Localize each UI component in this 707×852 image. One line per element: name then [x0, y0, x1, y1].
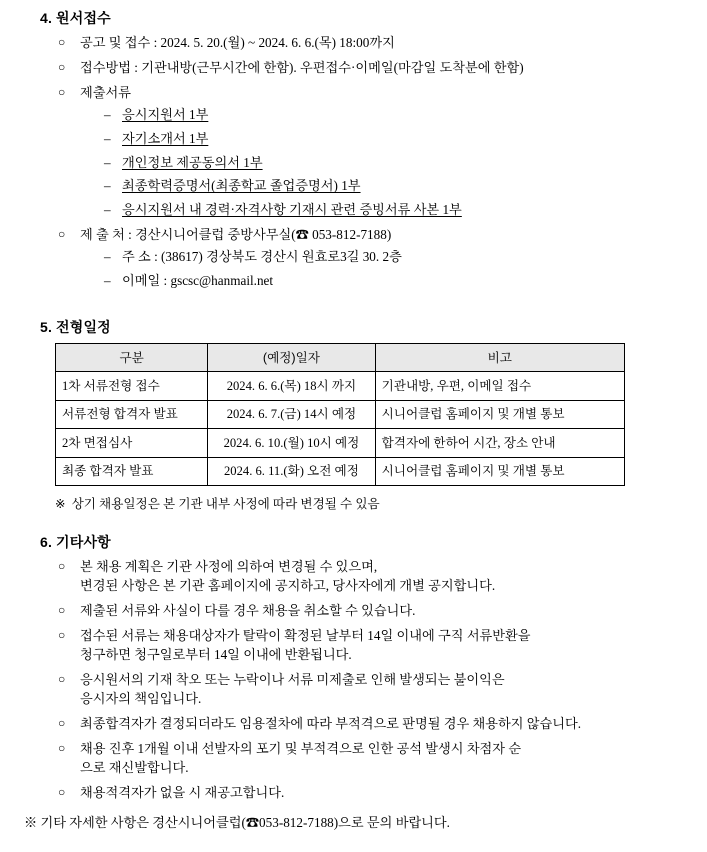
list-item — [58, 784, 707, 803]
spacer — [0, 297, 707, 317]
cell-remarks: 시니어클럽 홈페이지 및 개별 통보 — [375, 457, 624, 485]
section-6-number: 6. — [40, 533, 53, 550]
schedule-table — [55, 343, 625, 486]
section-5-number: 5. — [40, 319, 53, 336]
section-application — [0, 8, 707, 291]
list-item — [58, 34, 707, 53]
section-5-heading: 전형일정 — [56, 319, 111, 336]
section-6-heading: 기타사항 — [56, 533, 111, 550]
column-header-date: (예정)일자 — [208, 344, 375, 372]
list-item — [58, 84, 707, 219]
item-text: 자기소개서 1부 — [122, 130, 209, 146]
item-text: 접수된 서류는 채용대상자가 탈락이 확정된 날부터 14일 이내에 구직 서류반환을 — [80, 628, 531, 644]
table-row — [56, 372, 625, 400]
column-header-category: 구분 — [56, 344, 208, 372]
item-text: 최종합격자가 결정되더라도 임용절차에 따라 부적격으로 판명될 경우 채용하지 않습니다. — [80, 716, 582, 732]
list-item — [102, 272, 707, 291]
list-item — [102, 154, 707, 173]
section-schedule — [0, 317, 707, 512]
spacer — [0, 512, 707, 532]
list-item — [58, 226, 707, 290]
table-row — [56, 457, 625, 485]
cell-category: 서류전형 합격자 발표 — [56, 400, 208, 428]
item-text: 이메일 : gscsc@hanmail.net — [122, 272, 274, 288]
schedule-note — [55, 493, 707, 512]
documents-sublist — [80, 106, 707, 220]
cell-date: 2024. 6. 6.(목) 18시 까지 — [208, 372, 375, 400]
item-text: 최종학력증명서(최종학교 졸업증명서) 1부 — [122, 178, 361, 194]
section-4-list — [0, 34, 707, 291]
section-4-number: 4. — [40, 10, 53, 26]
etc-footnote: ※ 기타 자세한 사항은 경산시니어클럽(☎053-812-7188)으로 문의 바랍니다. — [24, 814, 450, 830]
item-text: 본 채용 계획은 기관 사정에 의하여 변경될 수 있으며, — [80, 558, 378, 574]
item-text-continued: 변경된 사항은 본 기관 홈페이지에 공지하고, 당사자에게 개별 공지합니다. — [80, 577, 496, 593]
cell-category: 2차 면접심사 — [56, 429, 208, 457]
item-text-continued: 으로 재신발합니다. — [80, 759, 189, 775]
schedule-table-wrap — [55, 343, 707, 486]
item-text: 응시지원서 1부 — [122, 107, 209, 123]
list-item — [58, 558, 707, 595]
list-item — [58, 59, 707, 78]
item-text: 채용 진후 1개월 이내 선발자의 포기 및 부적격으로 인한 공석 발생시 차점자 순 — [80, 741, 522, 757]
section-6-list — [0, 558, 707, 803]
section-etc — [0, 532, 707, 832]
item-text-continued: 청구하면 청구일로부터 14일 이내에 반환됩니다. — [80, 646, 352, 662]
cell-category: 최종 합격자 발표 — [56, 457, 208, 485]
list-item — [102, 130, 707, 149]
cell-date: 2024. 6. 11.(화) 오전 예정 — [208, 457, 375, 485]
section-4-heading: 원서접수 — [56, 10, 111, 26]
list-item — [58, 602, 707, 621]
address-sublist — [80, 248, 707, 290]
item-text: 접수방법 : 기관내방(근무시간에 한함). 우편접수·이메일(마감일 도착분에 한함) — [80, 60, 524, 76]
item-text: 응시지원서 내 경력·자격사항 기재시 관련 증빙서류 사본 1부 — [122, 202, 462, 218]
item-text: 개인정보 제공동의서 1부 — [122, 154, 263, 170]
column-header-remarks: 비고 — [375, 344, 624, 372]
item-text-continued: 응시자의 책임입니다. — [80, 690, 202, 706]
item-text: 채용적격자가 없을 시 재공고합니다. — [80, 785, 285, 801]
section-4-title — [40, 8, 707, 28]
item-text: 공고 및 접수 : 2024. 5. 20.(월) ~ 2024. 6. 6.(목) 18:00까지 — [80, 35, 395, 50]
cell-date: 2024. 6. 10.(월) 10시 예정 — [208, 429, 375, 457]
cell-remarks: 시니어클럽 홈페이지 및 개별 통보 — [375, 400, 624, 428]
item-text: 주 소 : (38617) 경상북도 경산시 원효로3길 30. 2층 — [122, 249, 402, 265]
cell-category: 1차 서류전형 접수 — [56, 372, 208, 400]
list-item — [102, 248, 707, 267]
item-text: 제 출 처 : 경산시니어클럽 중방사무실(☎ 053-812-7188) — [80, 227, 392, 243]
list-item — [58, 740, 707, 777]
cell-remarks: 기관내방, 우편, 이메일 접수 — [375, 372, 624, 400]
section-5-title — [40, 317, 707, 337]
section-6-title — [40, 532, 707, 552]
note-text: 상기 채용일정은 본 기관 내부 사정에 따라 변경될 수 있음 — [71, 496, 380, 511]
list-item — [102, 201, 707, 220]
table-row — [56, 400, 625, 428]
list-item — [58, 715, 707, 734]
cell-date: 2024. 6. 7.(금) 14시 예정 — [208, 400, 375, 428]
item-text: 응시원서의 기재 착오 또는 누락이나 서류 미제출로 인해 발생되는 불이익은 — [80, 672, 505, 688]
list-item — [58, 671, 707, 708]
note-marker: ※ — [55, 496, 66, 511]
table-header-row — [56, 344, 625, 372]
list-item — [102, 106, 707, 125]
table-row — [56, 429, 625, 457]
list-item — [102, 177, 707, 196]
list-item — [58, 627, 707, 664]
item-text: 제출된 서류와 사실이 다를 경우 채용을 취소할 수 있습니다. — [80, 602, 416, 618]
item-text: 제출서류 — [80, 85, 131, 101]
cell-remarks: 합격자에 한하어 시간, 장소 안내 — [375, 429, 624, 457]
